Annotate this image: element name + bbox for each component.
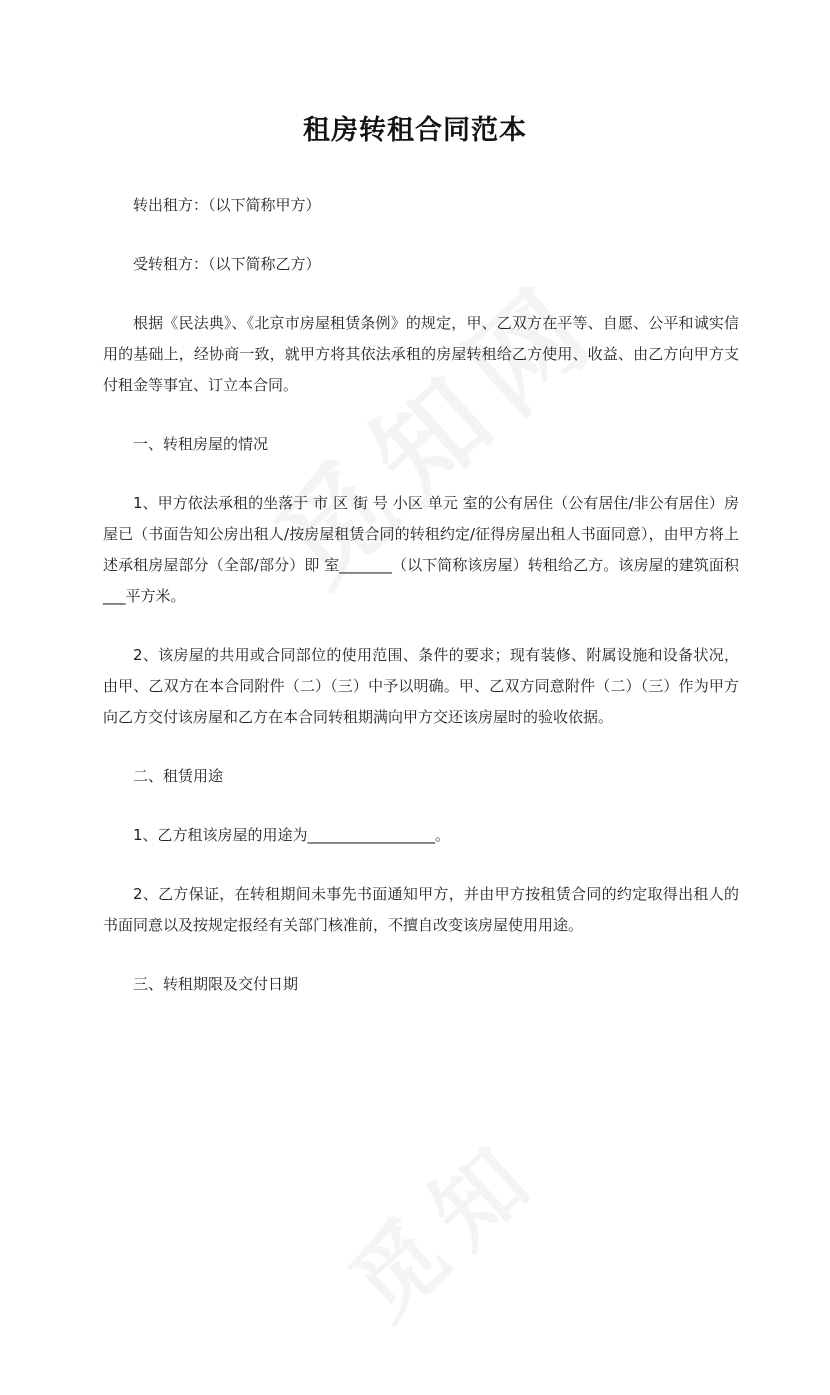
clause-1-1: 1、甲方依法承租的坐落于 市 区 街 号 小区 单元 室的公有居住（公有居住/非公有居住）房屋已（书面告知公房出租人/按房屋租赁合同的转租约定/征得房屋出租人书面同意），由甲方将上述承租房屋部分（全部/部分）即 室_______（以下简称该房屋）转租给乙方。该房屋的建筑面积___平方米。	[103, 494, 739, 605]
document-body	[103, 190, 739, 1028]
clause-1-2: 2、该房屋的共用或合同部位的使用范围、条件的要求；现有装修、附属设施和设备状况，由甲、乙双方在本合同附件（二）（三）中予以明确。甲、乙双方同意附件（二）（三）作为甲方向乙方交付该房屋和乙方在本合同转租期满向甲方交还该房屋时的验收依据。	[103, 646, 739, 726]
watermark-bottom	[317, 965, 763, 1395]
section-heading-3: 三、转租期限及交付日期	[133, 975, 299, 993]
document-title: 租房转租合同范本	[303, 115, 527, 146]
lessee-line: 受转租方：（以下简称乙方）	[133, 255, 321, 273]
clause-2-2: 2、乙方保证，在转租期间未事先书面通知甲方，并由甲方按租赁合同的约定取得出租人的书面同意以及按规定报经有关部门核准前，不擅自改变该房屋使用用途。	[103, 885, 739, 934]
clause-2-1: 1、乙方租该房屋的用途为_________________。	[133, 826, 451, 844]
lessor-line: 转出租方：（以下简称甲方）	[133, 196, 321, 214]
preamble-paragraph: 根据《民法典》、《北京市房屋租赁条例》的规定，甲、乙双方在平等、自愿、公平和诚实信用的基础上，经协商一致，就甲方将其依法承租的房屋转租给乙方使用、收益、由乙方向甲方支付租金等事宜、订立本合同。	[103, 314, 739, 394]
section-heading-2: 二、租赁用途	[133, 767, 224, 785]
section-heading-1: 一、转租房屋的情况	[133, 435, 269, 453]
